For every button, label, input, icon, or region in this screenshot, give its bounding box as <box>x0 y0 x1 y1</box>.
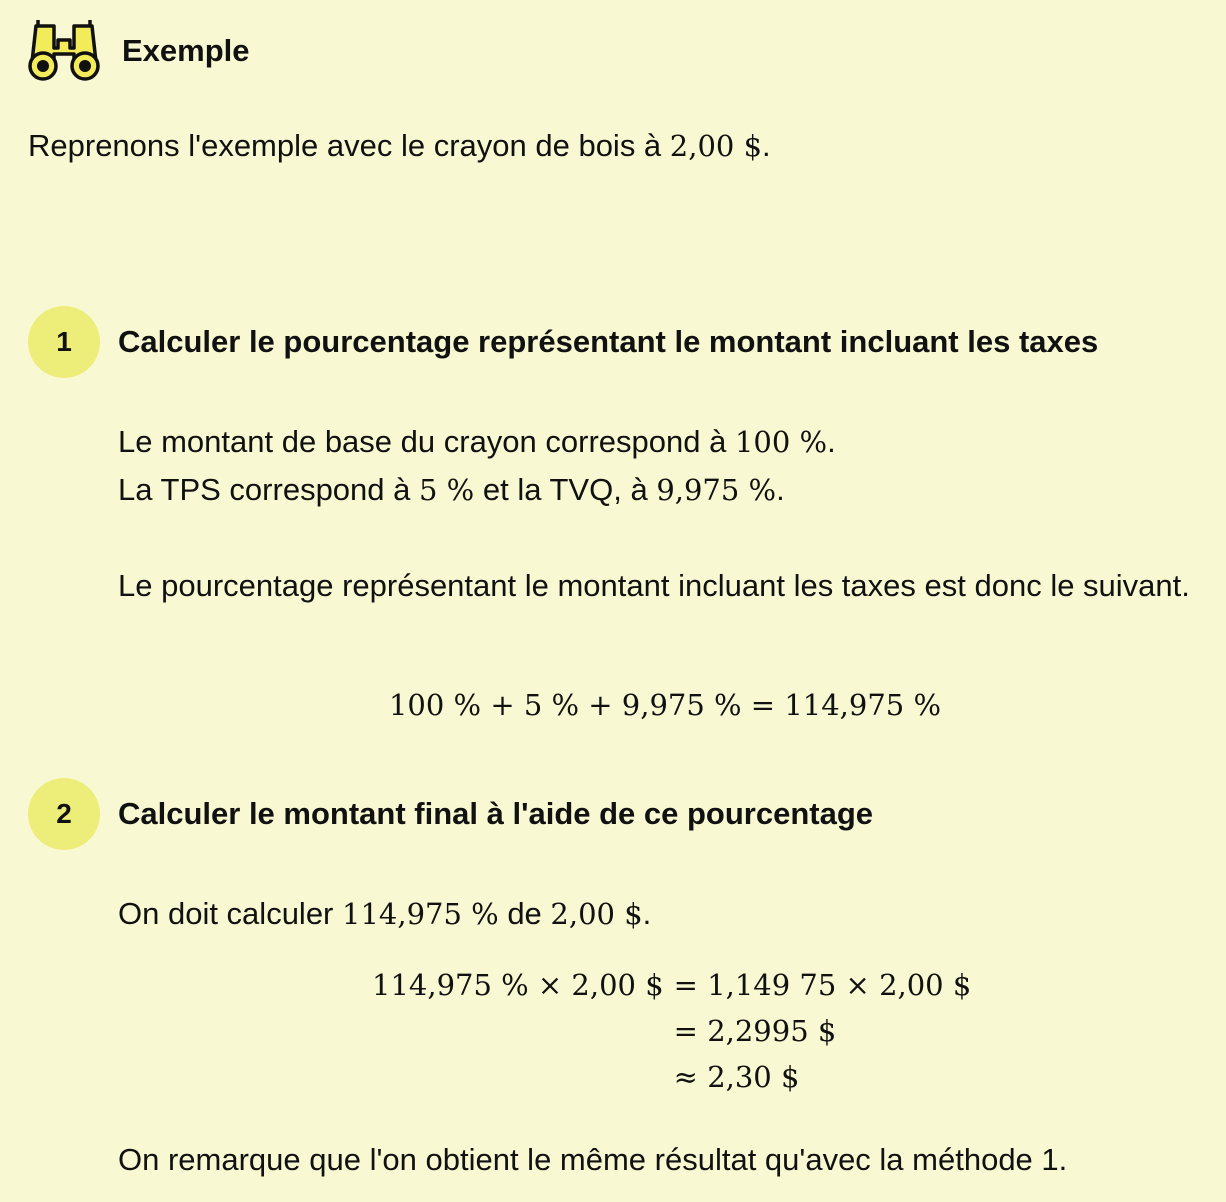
equation-lhs: 114,975 % × 2,00 $ <box>372 968 664 1002</box>
binoculars-icon <box>28 18 100 84</box>
step-2-statement: On doit calculer 114,975 % de 2,00 $. <box>118 896 652 931</box>
step-2-title: Calculer le montant final à l'aide de ce pourcentage <box>118 796 874 831</box>
step-2-conclusion: On remarque que l'on obtient le même résultat qu'avec la méthode 1. <box>118 1142 1068 1177</box>
equation-row: ≈ 2,30 $ <box>673 1060 800 1094</box>
step-1-equation: 100 % + 5 % + 9,975 % = 114,975 % <box>388 688 942 722</box>
step-2-badge: 2 <box>28 778 100 850</box>
step-2-equation <box>372 966 971 1096</box>
example-title: Exemple <box>122 33 250 68</box>
equation-row: = 1,149 75 × 2,00 $ <box>673 968 972 1002</box>
equation-row: = 2,2995 $ <box>673 1014 837 1048</box>
intro-text: Reprenons l'exemple avec le crayon de bois à 2,00 $. <box>28 128 771 163</box>
step-1-badge: 1 <box>28 306 100 378</box>
step-1-statement: Le montant de base du crayon correspond à 100 %. La TPS correspond à 5 % et la TVQ, à 9,975 %. <box>118 424 836 507</box>
step-1-title: Calculer le pourcentage représentant le montant incluant les taxes <box>118 324 1099 359</box>
example-header <box>28 18 250 84</box>
step-1-paragraph: Le pourcentage représentant le montant incluant les taxes est donc le suivant. <box>118 568 1190 603</box>
